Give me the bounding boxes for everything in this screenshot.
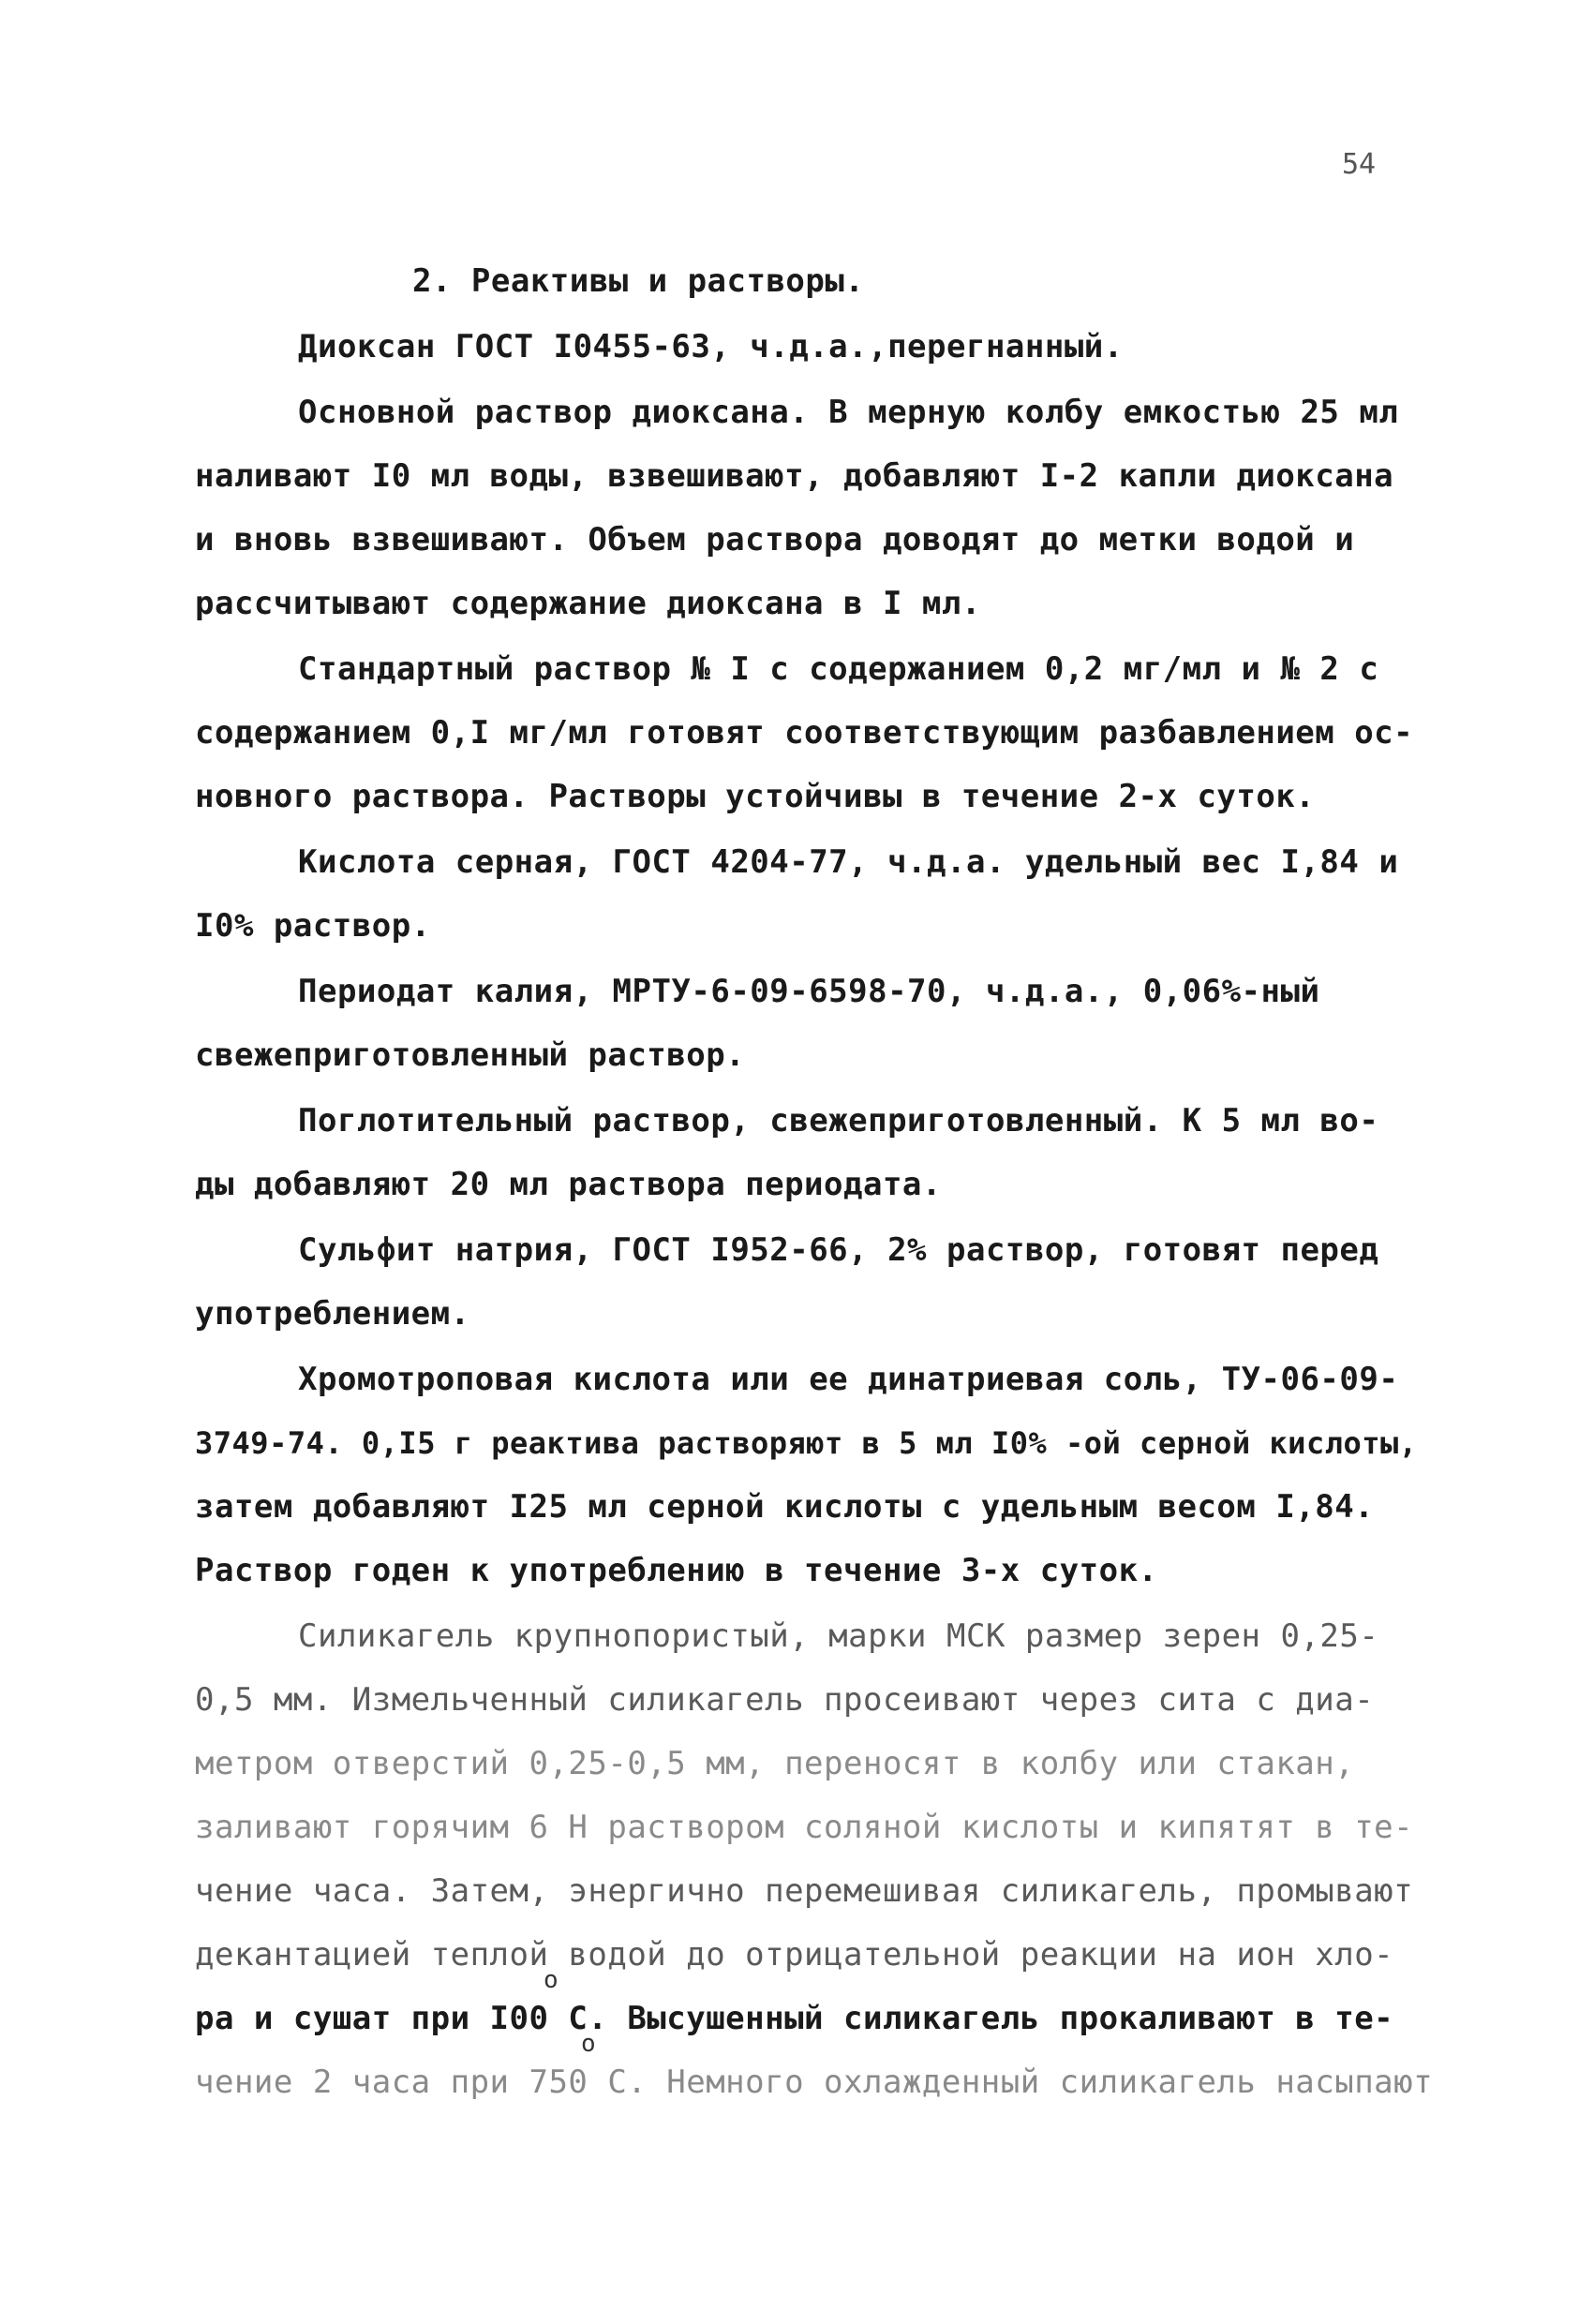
text-line: наливают I0 мл воды, взвешивают, добавляют I-2 капли диоксана — [195, 457, 1394, 495]
text-line: ра и сушат при I00 С. Высушенный силикагель прокаливают в те- — [195, 2000, 1394, 2037]
text-line: чение 2 часа при 750 С. Немного охлажденный силикагель насыпают — [195, 2063, 1434, 2101]
text-line: Диоксан ГОСТ I0455-63, ч.д.а.,перегнанный. — [298, 328, 1124, 365]
page-number: 54 — [1342, 148, 1377, 181]
text-line: Поглотительный раствор, свежеприготовленный. К 5 мл во- — [298, 1102, 1379, 1140]
degree-mark: о — [581, 2030, 596, 2058]
text-line: свежеприготовленный раствор. — [195, 1036, 746, 1074]
degree-mark: о — [544, 1966, 559, 1994]
text-line: метром отверстий 0,25-0,5 мм, переносят в колбу или стакан, — [195, 1745, 1355, 1782]
text-line: I0% раствор. — [195, 907, 431, 945]
text-line: 3749-74. 0,I5 г реактива растворяют в 5 мл I0% -ой серной кислоты, — [195, 1425, 1418, 1461]
text-line: Раствор годен к употреблению в течение 3-х суток. — [195, 1552, 1158, 1589]
text-line: Кислота серная, ГОСТ 4204-77, ч.д.а. удельный вес I,84 и — [298, 843, 1399, 881]
text-line: содержанием 0,I мг/мл готовят соответствующим разбавлением ос- — [195, 714, 1414, 752]
text-line: и вновь взвешивают. Объем раствора доводят до метки водой и — [195, 521, 1355, 559]
text-line: Хромотроповая кислота или ее динатриевая соль, ТУ-06-09- — [298, 1361, 1399, 1398]
text-line: чение часа. Затем, энергично перемешивая силикагель, промывают — [195, 1872, 1414, 1910]
text-line: декантацией теплой водой до отрицательной реакции на ион хло- — [195, 1936, 1394, 1974]
text-line: рассчитывают содержание диоксана в I мл. — [195, 585, 981, 622]
text-line: Периодат калия, МРТУ-6-09-6598-70, ч.д.а., 0,06%-ный — [298, 973, 1320, 1010]
text-line: Стандартный раствор № I с содержанием 0,2 мг/мл и № 2 с — [298, 650, 1379, 688]
text-line: Силикагель крупнопористый, марки МСК размер зерен 0,25- — [298, 1617, 1379, 1655]
text-line: новного раствора. Растворы устойчивы в течение 2-х суток. — [195, 778, 1316, 815]
section-heading: 2. Реактивы и растворы. — [412, 262, 865, 300]
text-line: заливают горячим 6 Н раствором соляной кислоты и кипятят в те- — [195, 1809, 1414, 1846]
text-line: ды добавляют 20 мл раствора периодата. — [195, 1166, 942, 1203]
text-line: употреблением. — [195, 1295, 470, 1333]
text-line: затем добавляют I25 мл серной кислоты с удельным весом I,84. — [195, 1488, 1375, 1526]
text-line: 0,5 мм. Измельченный силикагель просеивают через сита с диа- — [195, 1681, 1375, 1719]
text-line: Основной раствор диоксана. В мерную колбу емкостью 25 мл — [298, 394, 1399, 431]
text-line: Сульфит натрия, ГОСТ I952-66, 2% раствор, готовят перед — [298, 1231, 1379, 1269]
